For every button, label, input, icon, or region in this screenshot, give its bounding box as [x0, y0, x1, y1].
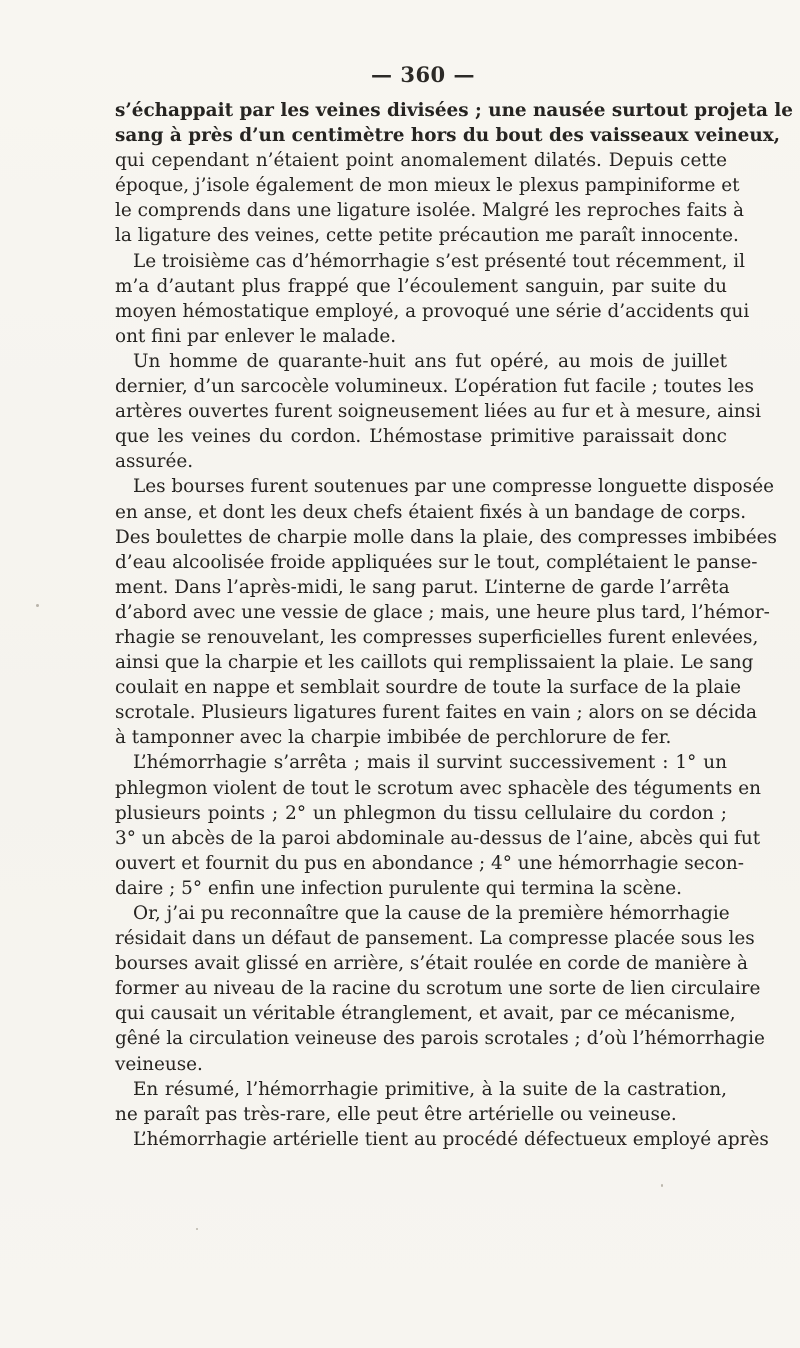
text-line: Or, j’ai pu reconnaître que la cause de la première hémorrhagie: [133, 903, 730, 924]
text-line: s’échappait par les veines divisées ; une nausée surtout projeta le: [115, 100, 793, 121]
text-line: ouvert et fournit du pus en abondance ; 4° une hémorrhagie secon-: [115, 852, 744, 874]
text-line: sang à près d’un centimètre hors du bout des vaisseaux veineux,: [115, 125, 781, 147]
text-line: que les veines du cordon. L’hémostase primitive paraissait donc: [115, 426, 727, 448]
text-line: la ligature des veines, cette petite précaution me paraît innocente.: [115, 225, 739, 247]
text-line: le comprends dans une ligature isolée. Malgré les reproches faits à: [115, 200, 744, 222]
text-line: plusieurs points ; 2° un phlegmon du tissu cellulaire du cordon ;: [115, 802, 727, 824]
text-line: dernier, d’un sarcocèle volumineux. L’opération fut facile ; toutes les: [115, 376, 754, 398]
text-line: ont fini par enlever le malade.: [115, 325, 397, 347]
page-number: — 360 —: [371, 62, 475, 87]
text-line: scrotale. Plusieurs ligatures furent faites en vain ; alors on se décida: [115, 702, 757, 724]
text-line: Des boulettes de charpie molle dans la plaie, des compresses imbibées: [115, 526, 777, 548]
text-line: L’hémorrhagie s’arrêta ; mais il survint successivement : 1° un: [133, 752, 727, 774]
text-line: artères ouvertes furent soigneusement liées au fur et à mesure, ainsi: [115, 401, 762, 423]
text-line: rhagie se renouvelant, les compresses superficielles furent enlevées,: [115, 626, 759, 648]
text-line: assurée.: [115, 451, 194, 473]
paper-speck: [661, 1184, 663, 1187]
text-line: phlegmon violent de tout le scrotum avec sphacèle des téguments en: [115, 777, 761, 799]
text-line: en anse, et dont les deux chefs étaient fixés à un bandage de corps.: [115, 501, 747, 523]
text-line: Le troisième cas d’hémorrhagie s’est présenté tout récemment, il: [133, 250, 746, 272]
text-line: époque, j’isole également de mon mieux le plexus pampiniforme et: [115, 175, 740, 197]
text-line: moyen hémostatique employé, a provoqué une série d’accidents qui: [115, 300, 750, 322]
text-line: d’abord avec une vessie de glace ; mais, une heure plus tard, l’hémor-: [115, 601, 770, 623]
paper-speck: [36, 604, 39, 607]
text-line: veineuse.: [115, 1053, 203, 1075]
text-line: En résumé, l’hémorrhagie primitive, à la suite de la castration,: [133, 1078, 727, 1100]
text-line: résidait dans un défaut de pansement. La compresse placée sous les: [115, 928, 755, 950]
text-line: 3° un abcès de la paroi abdominale au-dessus de l’aine, abcès qui fut: [115, 827, 761, 849]
text-line: qui causait un véritable étranglement, et avait, par ce mécanisme,: [115, 1003, 736, 1025]
text-line: daire ; 5° enfin une infection purulente qui termina la scène.: [115, 877, 683, 899]
text-line: m’a d’autant plus frappé que l’écoulement sanguin, par suite du: [115, 275, 727, 297]
text-line: qui cependant n’étaient point anomalement dilatés. Depuis cette: [115, 150, 727, 172]
paper-speck: [196, 1228, 198, 1230]
text-line: gêné la circulation veineuse des parois scrotales ; d’où l’hémorrhagie: [115, 1028, 765, 1050]
text-line: ment. Dans l’après-midi, le sang parut. L’interne de garde l’arrêta: [115, 576, 730, 598]
text-line: ainsi que la charpie et les caillots qui remplissaient la plaie. Le sang: [115, 652, 754, 674]
body-text: [115, 98, 793, 1152]
text-line: coulait en nappe et semblait sourdre de toute la surface de la plaie: [115, 677, 741, 699]
text-line: L’hémorrhagie artérielle tient au procédé défectueux employé après: [133, 1128, 769, 1150]
text-line: à tamponner avec la charpie imbibée de perchlorure de fer.: [115, 727, 672, 749]
text-line: d’eau alcoolisée froide appliquées sur le tout, complétaient le panse-: [115, 551, 758, 573]
text-line: bourses avait glissé en arrière, s’était roulée en corde de manière à: [115, 953, 748, 975]
text-line: Les bourses furent soutenues par une compresse longuette disposée: [133, 476, 774, 498]
text-line: ne paraît pas très-rare, elle peut être artérielle ou veineuse.: [115, 1103, 677, 1125]
text-line: former au niveau de la racine du scrotum une sorte de lien circulaire: [115, 978, 761, 1000]
text-line: Un homme de quarante-huit ans fut opéré, au mois de juillet: [133, 350, 727, 372]
